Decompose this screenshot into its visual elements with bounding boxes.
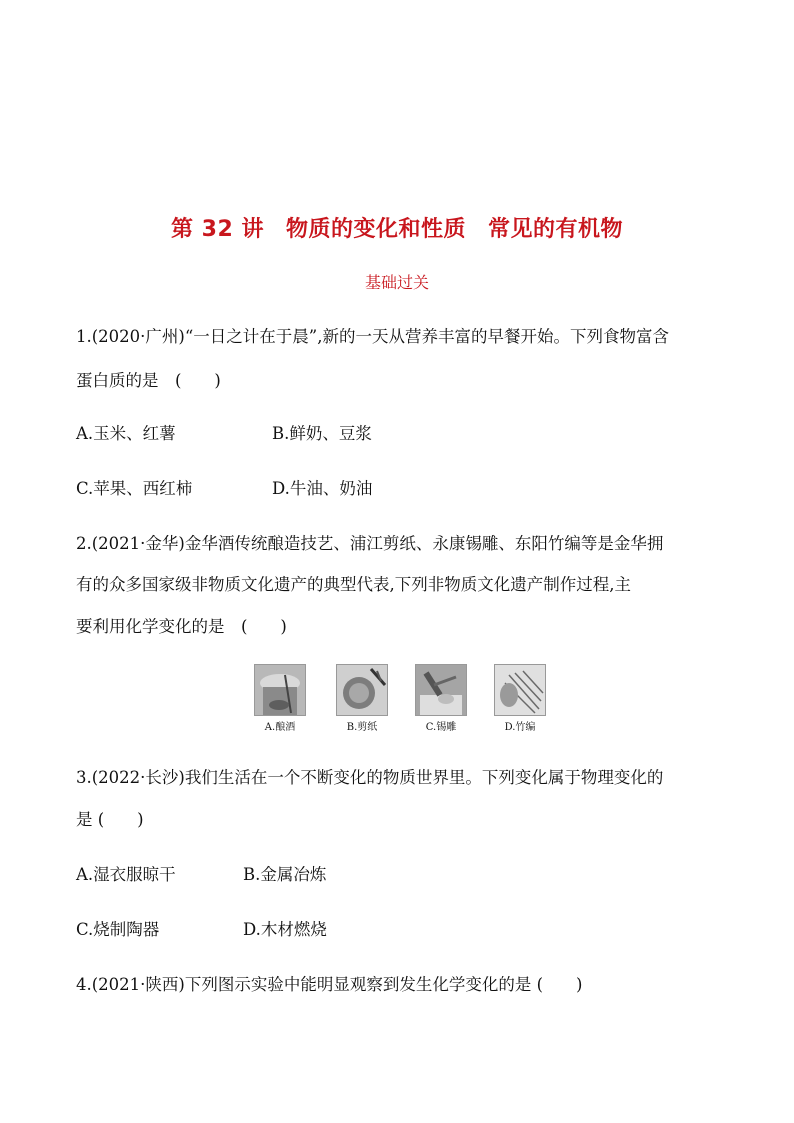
- q2-figure-c-caption: C.锡雕: [425, 722, 457, 733]
- q3-stem-line1: 3.(2022·长沙)我们生活在一个不断变化的物质世界里。下列变化属于物理变化的: [76, 768, 664, 787]
- paper-cutting-photo: [336, 664, 388, 716]
- lesson-number: 第 32 讲: [171, 217, 264, 242]
- lesson-topic-1: 物质的变化和性质: [285, 217, 466, 242]
- q1-option-a: A.玉米、红薯: [76, 424, 176, 443]
- q3-option-b: B.金属冶炼: [243, 865, 327, 884]
- q2-figure-d-caption: D.竹编: [504, 722, 536, 733]
- wine-brewing-photo: [254, 664, 306, 716]
- q1-stem-line2: 蛋白质的是 ( ): [76, 371, 221, 390]
- lesson-topic-2: 常见的有机物: [487, 217, 623, 242]
- q2-figure-b: [336, 664, 388, 733]
- q1-option-c: C.苹果、西红柿: [76, 479, 193, 498]
- q2-figure-a: [254, 664, 306, 733]
- q3-option-d: D.木材燃烧: [243, 920, 327, 939]
- q3-stem-line2: 是 ( ): [76, 810, 144, 829]
- page-title: [0, 212, 794, 243]
- q4-stem-line1: 4.(2021·陕西)下列图示实验中能明显观察到发生化学变化的是 ( ): [76, 975, 583, 994]
- q3-option-a: A.湿衣服晾干: [76, 865, 176, 884]
- q2-figure-a-caption: A.酿酒: [264, 722, 296, 733]
- section-heading: 基础过关: [364, 273, 429, 292]
- q2-stem-line2: 有的众多国家级非物质文化遗产的典型代表,下列非物质文化遗产制作过程,主: [76, 575, 631, 594]
- tin-carving-photo: [415, 664, 467, 716]
- q1-option-b: B.鲜奶、豆浆: [272, 424, 372, 443]
- q2-figure-b-caption: B.剪纸: [346, 722, 378, 733]
- q2-figure-d: [494, 664, 546, 733]
- q2-stem-line3: 要利用化学变化的是 ( ): [76, 617, 287, 636]
- q3-option-c: C.烧制陶器: [76, 920, 160, 939]
- q2-stem-line1: 2.(2021·金华)金华酒传统酿造技艺、浦江剪纸、永康锡雕、东阳竹编等是金华拥: [76, 534, 664, 553]
- bamboo-weaving-photo: [494, 664, 546, 716]
- q2-figure-c: [415, 664, 467, 733]
- q1-option-d: D.牛油、奶油: [272, 479, 373, 498]
- q1-stem-line1: 1.(2020·广州)“一日之计在于晨”,新的一天从营养丰富的早餐开始。下列食物富含: [76, 327, 669, 346]
- q2-figure-row: [254, 664, 554, 734]
